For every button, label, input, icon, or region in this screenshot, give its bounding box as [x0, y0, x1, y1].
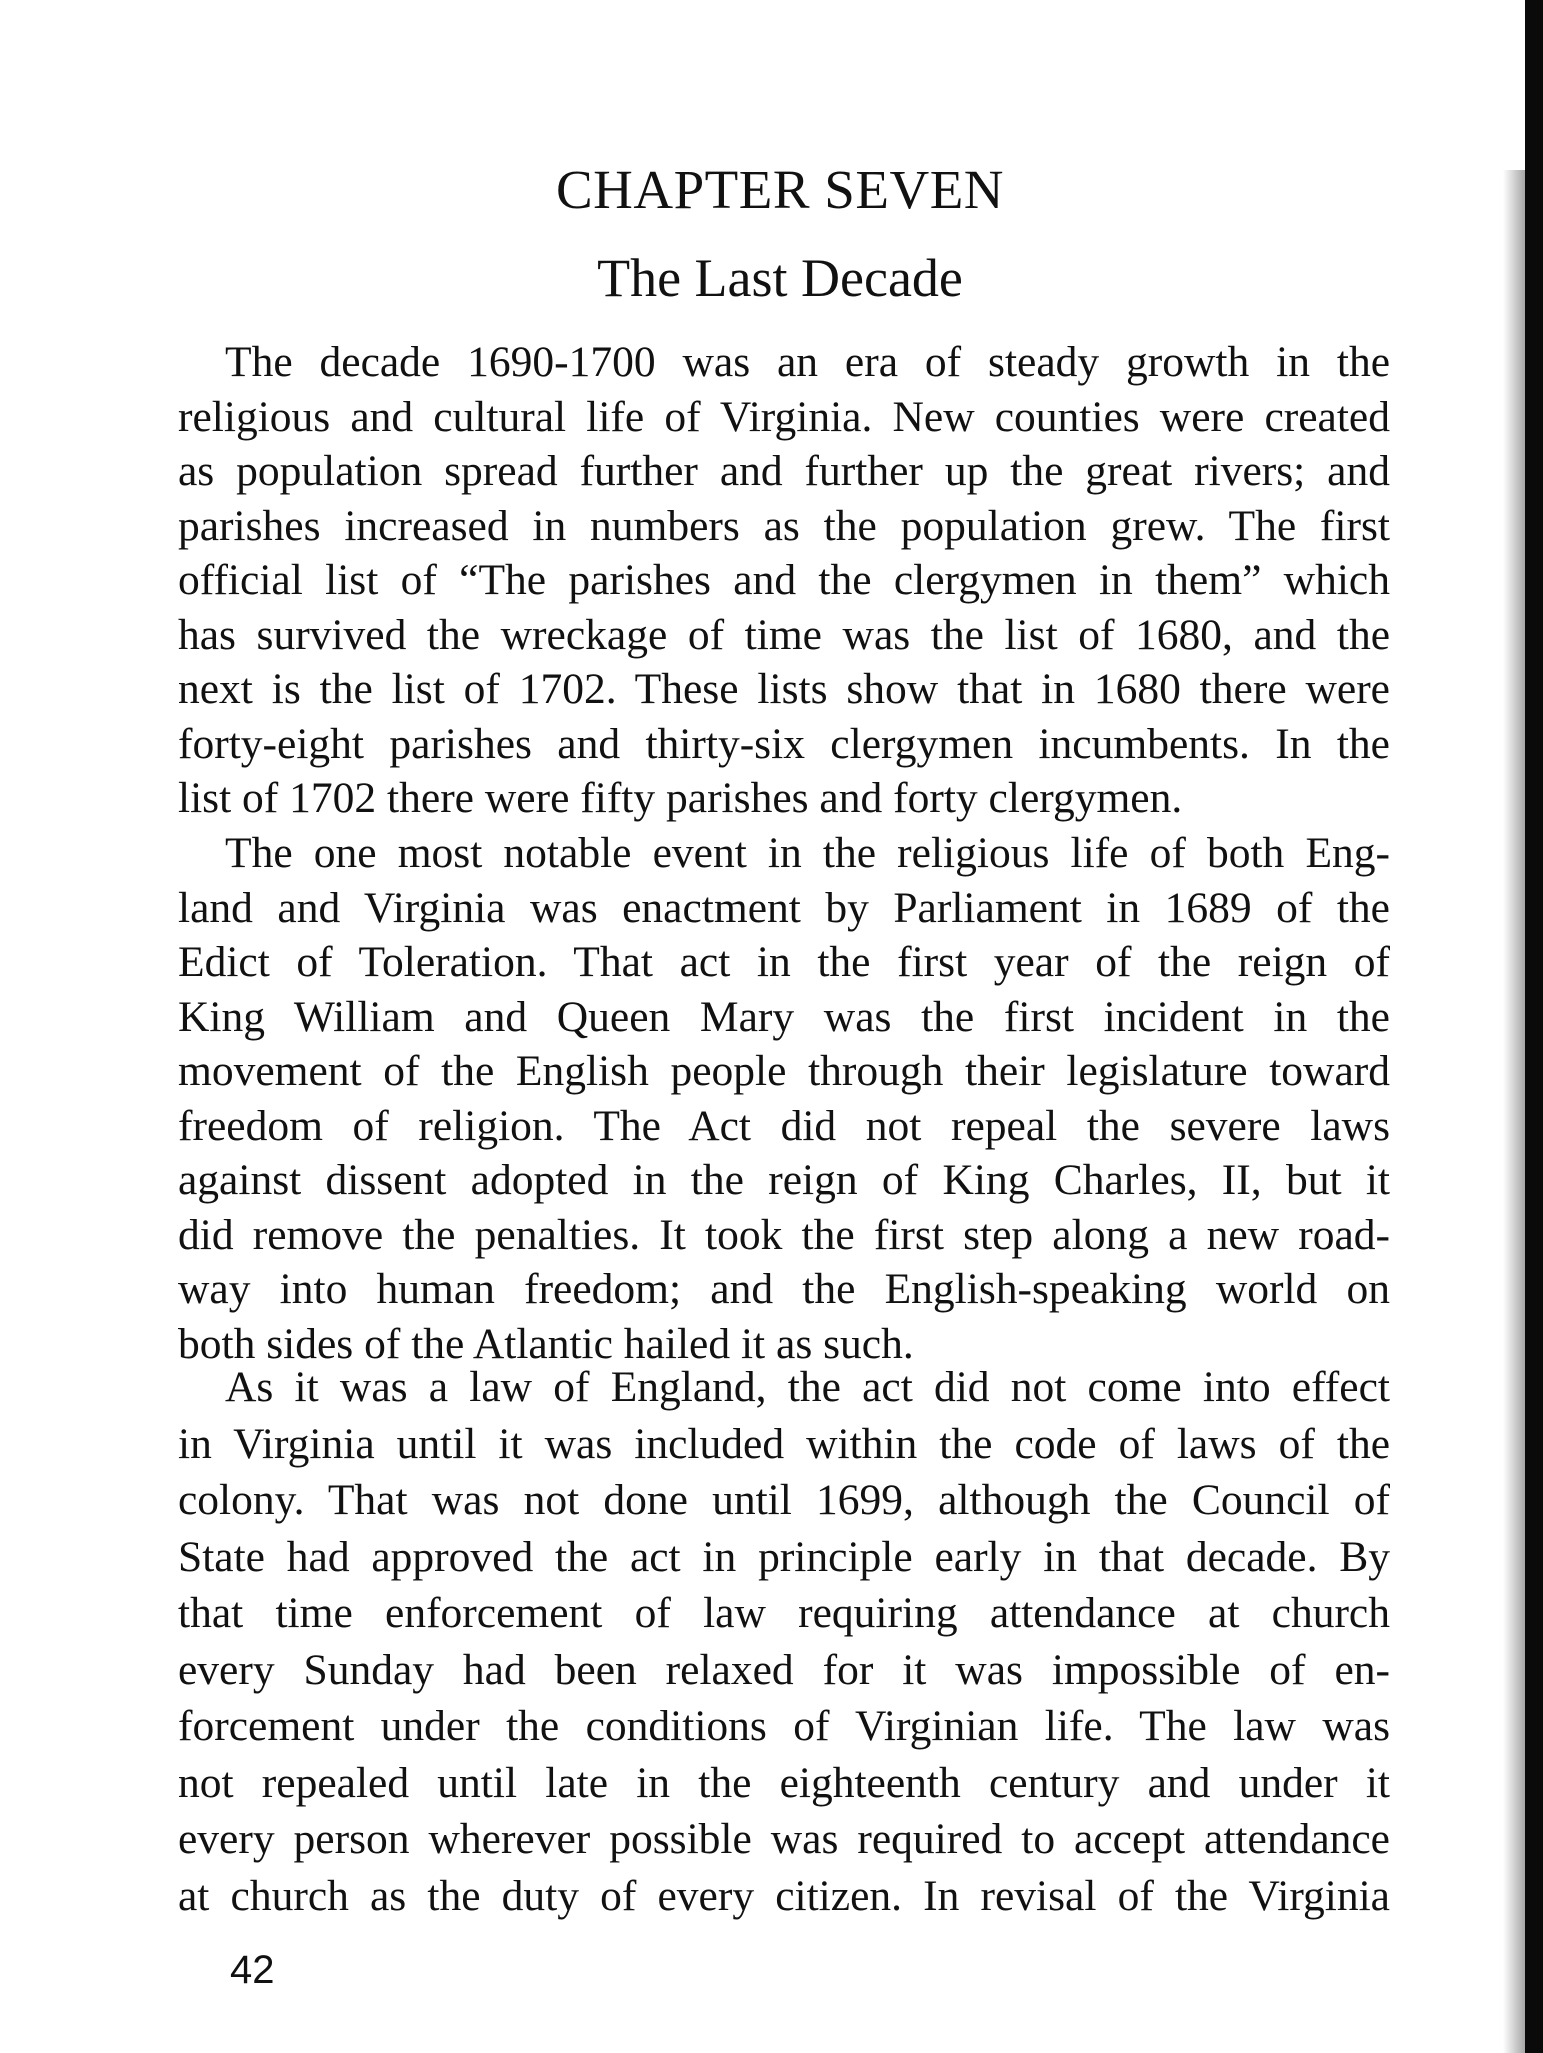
text-line: as population spread further and further up the great rivers; and	[178, 447, 1390, 495]
chapter-title: The Last Decade	[597, 248, 963, 308]
paragraph-2	[178, 826, 1390, 1371]
text-line: every Sunday had been relaxed for it was impossible of en-	[178, 1645, 1390, 1694]
text-line: forcement under the conditions of Virginian life. The law was	[178, 1702, 1390, 1750]
text-line: The one most notable event in the religious life of both Eng-	[225, 829, 1390, 877]
text-line: State had approved the act in principle early in that decade. By	[178, 1532, 1390, 1581]
text-line: movement of the English people through their legislature toward	[178, 1047, 1390, 1095]
text-line: colony. That was not done until 1699, although the Council of	[178, 1476, 1390, 1524]
text-line: did remove the penalties. It took the first step along a new road-	[178, 1210, 1390, 1259]
text-line: list of 1702 there were fifty parishes and forty clergymen.	[178, 774, 1183, 822]
text-line: way into human freedom; and the English-speaking world on	[178, 1265, 1390, 1313]
book-gutter-shadow	[1503, 170, 1525, 2053]
paragraph-3	[178, 1359, 1390, 1924]
text-line: in Virginia until it was included within the code of laws of the	[178, 1419, 1390, 1468]
text-line: that time enforcement of law requiring attendance at church	[178, 1589, 1390, 1637]
text-line: parishes increased in numbers as the population grew. The first	[178, 501, 1390, 550]
page-number: 42	[230, 1948, 275, 1992]
paragraph-1	[178, 335, 1390, 826]
text-line: The decade 1690-1700 was an era of steady growth in the	[225, 338, 1390, 386]
text-line: land and Virginia was enactment by Parliament in 1689 of the	[178, 883, 1390, 932]
text-line: both sides of the Atlantic hailed it as such.	[178, 1319, 914, 1368]
chapter-label: CHAPTER SEVEN	[555, 159, 1005, 220]
text-line: next is the list of 1702. These lists show that in 1680 there were	[178, 665, 1390, 713]
text-line: religious and cultural life of Virginia. New counties were created	[178, 392, 1390, 441]
text-line: at church as the duty of every citizen. In revisal of the Virginia	[178, 1871, 1390, 1920]
text-line: every person wherever possible was required to accept attendance	[178, 1815, 1390, 1863]
text-line: has survived the wreckage of time was the list of 1680, and the	[178, 610, 1390, 659]
text-line: official list of “The parishes and the clergymen in them” which	[178, 556, 1390, 604]
text-line: Edict of Toleration. That act in the first year of the reign of	[178, 938, 1390, 986]
text-line: forty-eight parishes and thirty-six clergymen incumbents. In the	[178, 719, 1390, 768]
text-line: King William and Queen Mary was the first incident in the	[178, 992, 1390, 1041]
text-line: freedom of religion. The Act did not repeal the severe laws	[178, 1101, 1390, 1150]
text-line: not repealed until late in the eighteenth century and under it	[178, 1758, 1390, 1807]
text-line: against dissent adopted in the reign of King Charles, II, but it	[178, 1156, 1390, 1204]
text-line: As it was a law of England, the act did not come into effect	[225, 1363, 1390, 1411]
